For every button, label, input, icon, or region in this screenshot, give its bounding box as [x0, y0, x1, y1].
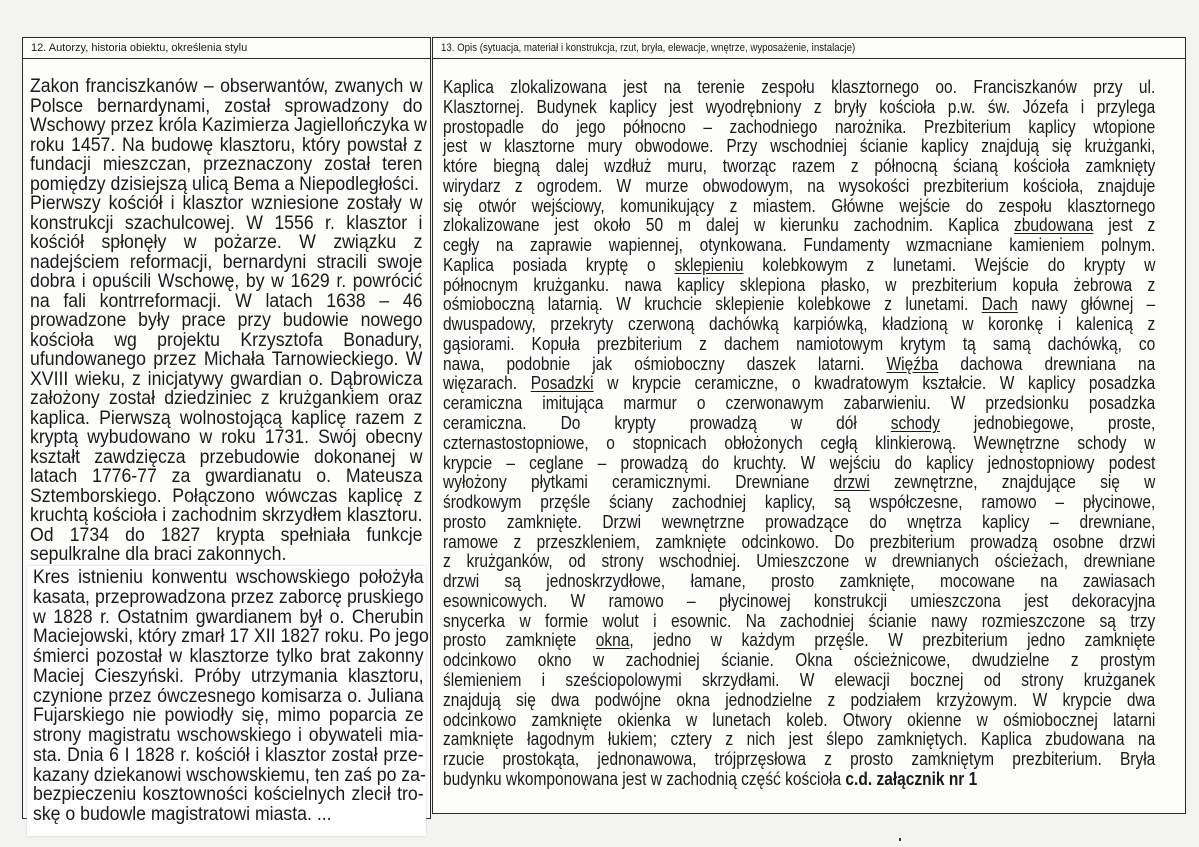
text-line — [443, 334, 1155, 354]
text-line: kazany dziekanowi wschowskiemu, ten zaś po za- — [33, 764, 426, 786]
text-line: Sztemborskiego. Połączono wówczas kaplicę z — [30, 485, 423, 507]
text-line: kształt zawdzięcza przebudowie dokonanej w — [30, 446, 423, 468]
description-text — [443, 77, 1155, 789]
text-segment: ślemieniem i sześciopolowymi skrzydłami. W elewacji bocznej od strony krużganek — [443, 668, 1156, 690]
text-line — [443, 729, 1155, 749]
text-segment: dwuspadowy, przekryty czerwoną dachówką karpiówką, kładzioną w koronkę i kalenicą z — [443, 313, 1156, 335]
text-line: Kres istnieniu konwentu wschowskiego położyła — [33, 567, 424, 588]
text-segment: drzwi są jednoskrzydłowe, łamane, prosto zamknięte, mocowane na zawiasach — [443, 570, 1156, 592]
text-segment: środkowym przęśle ściany zachodniej kaplicy, są współczesne, ramowo – płycinowe, — [443, 491, 1156, 513]
text-segment: ceramiczna. Do krypty prowadzą w dół — [443, 412, 891, 434]
text-line: kościół spłonęły w pożarze. W związku z — [30, 232, 423, 253]
text-line: XVIII wieku, z inicjatywy gwardian o. Dąbrowicza — [30, 368, 423, 390]
text-line: sepulkralne dla braci zakonnych. — [30, 544, 287, 565]
text-line: bezpieczeniu kosztowności kościelnych zlecił tro- — [33, 784, 424, 806]
history-paragraph-2-sheet — [27, 566, 429, 836]
text-segment: budynku wkomponowana jest w zachodnią część kościoła — [443, 767, 846, 789]
text-line — [443, 97, 1155, 117]
underlined-term: Posadzki — [530, 372, 594, 394]
text-segment: prosto zamknięte — [443, 629, 596, 651]
text-segment: prostopadle do jego północno – zachodniego narożnika. Prezbiterium kaplicy wtopione — [443, 115, 1156, 137]
text-line — [443, 690, 1155, 710]
text-line — [443, 136, 1155, 156]
text-segment: wirydarz z ogrodem. W murze obwodowym, na wysokości prezbiterium kościoła, znajduje — [443, 174, 1156, 196]
text-line: Maciejowski, który zmarł 17 XII 1827 roku. Po jego — [33, 626, 429, 648]
text-line — [443, 433, 1155, 453]
text-line: skę o budowle magistratowi miasta. ... — [33, 804, 332, 825]
text-segment: ramowe z przeszkleniem, zamknięte odcinkowo. Do prezbiterium prowadzą osobne drzwi — [443, 530, 1156, 552]
text-line — [443, 769, 1155, 789]
text-segment: jest z — [1093, 214, 1156, 236]
text-line — [443, 749, 1155, 769]
text-segment: w krypcie ceramiczne, o kwadratowym kształcie. W kaplicy posadzka — [593, 372, 1156, 394]
text-line: Fujarskiego nie powiodły się, mimo poparcia ze — [33, 705, 424, 727]
text-line — [443, 650, 1155, 670]
text-line — [443, 255, 1155, 275]
text-segment: nawy głównej – — [1017, 293, 1156, 315]
text-line: strony magistratu wschowskiego i obywateli mia- — [33, 725, 424, 746]
text-line: Zakon franciszkanów – obserwantów, zwanych w — [30, 76, 423, 97]
text-line: śmierci pozostał w klasztorze tylko brat zakonny — [33, 646, 424, 667]
underlined-term: okna — [595, 629, 630, 651]
text-segment: znajdują się dwa podwójne okna jednodzielne z podziałem krzyżowym. W krypcie dwa — [443, 688, 1156, 710]
text-line: sta. Dnia 6 I 1828 r. kościół i klasztor został prze- — [33, 744, 424, 766]
underlined-term: sklepieniu — [674, 253, 744, 275]
text-line: Pierwszy kościół i klasztor wzniesione zostały w — [30, 193, 423, 214]
text-segment: odcinkowo okno w zachodniej ścianie. Okna ościeżnicowe, dwudzielne z prostym — [443, 649, 1156, 671]
text-segment: , jedno w każdym przęśle. W prezbiterium jedno zamknięte — [629, 629, 1156, 651]
text-line — [443, 551, 1155, 571]
text-line: nadejściem reformacji, bernardyni stracili swoje — [30, 251, 423, 273]
text-segment: zewnętrzne, znajdujące się w — [869, 471, 1156, 493]
text-segment: z krużganków, od strony wschodniej. Umieszczone w drewnianych ościeżach, drewniane — [443, 550, 1156, 572]
text-line: kościoła wg projektu Krzysztofa Bonadury, — [30, 329, 423, 351]
text-line — [443, 354, 1155, 374]
text-line: w 1828 r. Ostatnim gwardianem był o. Cherubin — [33, 606, 424, 628]
text-line: fundacji mieszczan, przeznaczony został teren — [30, 154, 423, 175]
text-segment: Kaplica zlokalizowana jest na terenie zespołu klasztornego oo. Franciszkanów przy ul. — [443, 76, 1156, 97]
text-line — [443, 235, 1155, 255]
text-line: kruchtą kościoła i zachodnim skrzydłem klasztoru. — [30, 505, 423, 526]
history-paragraph-1 — [30, 76, 427, 565]
text-segment: dachowa drewniana na — [938, 352, 1156, 374]
text-line: kryptą wybudowano w roku 1731. Swój obecny — [30, 427, 423, 448]
text-line — [443, 373, 1155, 393]
section-13-header — [433, 38, 1185, 59]
text-line — [443, 314, 1155, 334]
text-line — [443, 117, 1155, 137]
text-segment: gąsiorami. Kopuła prezbiterium z dachem namiotowym krytym tą samą dachówką, co — [443, 332, 1156, 354]
text-line — [443, 710, 1155, 730]
text-line: Od 1734 do 1827 krypta spełniała funkcje — [30, 524, 423, 546]
text-line — [443, 77, 1155, 97]
text-line: konstrukcji szachulcowej. W 1556 r. klasztor i — [30, 212, 423, 234]
text-line — [443, 512, 1155, 532]
section-13-header-text: 13. Opis (sytuacja, materiał i konstrukcja, rzut, bryła, elewacje, wnętrze, wyposażenie, instalacje) — [441, 42, 856, 54]
text-line — [443, 591, 1155, 611]
text-segment: krypcie – ceglane – prowadzą do kruchty. W wejściu do kaplicy jednostopniowy podest — [443, 451, 1156, 473]
text-segment: Klasztornej. Budynek kaplicy jest wyodrębniony z bryły kościoła p.w. św. Józefa i przylega — [443, 95, 1156, 117]
text-line: dobra i opuścili Wschowę, by w 1629 r. powrócić — [30, 271, 423, 292]
text-line: kasata, przeprowadzona przez zaborcę pruskiego — [33, 586, 424, 608]
text-line: latach 1776-77 za gwardianatu o. Mateusza — [30, 466, 423, 487]
text-segment: zamknięte łagodnym łukiem; cztery z nich jest ślepo zamkniętych. Kaplica zbudowana na — [443, 728, 1156, 750]
scan-speck — [899, 838, 901, 841]
text-line: pomiędzy dzisiejszą ulicą Bema a Niepodległości. — [30, 173, 419, 195]
text-segment: jest w klasztorne mury obwodowe. Przy wschodniej ścianie kaplicy znajdują się krużganki, — [443, 135, 1156, 157]
text-line — [443, 294, 1155, 314]
text-line — [443, 630, 1155, 650]
underlined-term: schody — [890, 412, 940, 434]
text-line — [443, 670, 1155, 690]
text-segment: odcinkowo zamknięte okienka w lunetach koleb. Otwory okienne w ośmiobocznej latarni — [443, 708, 1156, 730]
text-segment: esownicowych. W ramowo – płycinowej konstrukcji umieszczona jest dekoracyjna — [443, 589, 1156, 611]
underlined-term: Więźba — [886, 352, 939, 374]
section-12-header: 12. Autorzy, historia obiektu, określenia stylu — [23, 38, 430, 59]
text-segment: które biegną dalej wzdłuż muru, tworząc razem z północną ścianą kościoła zamknięty — [443, 155, 1156, 177]
text-segment: rzucie prostokąta, jednonawowa, trójprzęsłowa z prosto zamkniętym prezbiterium. Bryła — [443, 748, 1156, 770]
text-segment: się otwór wejściowy, komunikujący z miastem. Główne wejście do zespołu klasztornego — [443, 194, 1156, 216]
text-line: roku 1457. Na budowę klasztoru, który powstał z — [30, 134, 423, 156]
text-segment: zlokalizowane jest około 50 m dalej w kierunku zachodnim. Kaplica — [443, 214, 1015, 236]
text-segment: jednobiegowe, proste, — [939, 412, 1156, 434]
text-line: Polsce bernardynami, został sprowadzony do — [30, 95, 423, 117]
text-line — [443, 156, 1155, 176]
text-segment: prosto zamknięte. Drzwi wewnętrzne prowadzące do wnętrza kaplicy – drewniane, — [443, 510, 1156, 532]
text-line — [443, 393, 1155, 413]
text-line: Maciej Cieszyński. Próby utrzymania klasztoru, — [33, 665, 424, 687]
text-segment: snycerka w formie wolut i esownic. Na zachodniej ścianie nawy rozmieszczone są trzy — [443, 609, 1156, 631]
text-line — [443, 413, 1155, 433]
text-line — [443, 215, 1155, 235]
text-line: czynione przez ówczesnego komisarza o. Juliana — [33, 685, 424, 707]
text-line: ufundowanego przez Michała Tarnowieckiego. W — [30, 349, 423, 370]
text-line — [443, 472, 1155, 492]
text-line: Wschowy przez króla Kazimierza Jagiellończyka w — [30, 115, 427, 136]
text-line — [443, 571, 1155, 591]
text-segment: kolebkowym z lunetami. Wejście do krypty w — [743, 253, 1156, 275]
text-segment: cegły na zaprawie wapiennej, otynkowana. Fundamenty wzmacniane kamieniem polnym. — [443, 234, 1156, 256]
text-line — [443, 611, 1155, 631]
text-line: kaplica. Pierwszą wolnostojącą kaplicę razem z — [30, 407, 423, 429]
text-segment: Kaplica posiada kryptę o — [443, 253, 675, 275]
text-line — [443, 453, 1155, 473]
text-line — [443, 196, 1155, 216]
underlined-term: drzwi — [833, 471, 870, 493]
text-line: założony został dziedziniec z krużgankiem oraz — [30, 388, 423, 409]
text-line: prowadzone były prace przy budowie nowego — [30, 310, 423, 331]
text-segment: czternastostopniowe, o stopnicach obłożonych cegłą klinkierową. Wewnętrzne schody w — [443, 431, 1156, 453]
underlined-term: Dach — [981, 293, 1018, 315]
text-line — [443, 492, 1155, 512]
text-segment: więzarach. — [443, 372, 531, 394]
text-segment: północnym krużganku. nawa kaplicy sklepiona płasko, w prezbiterium kopuła żebrowa z — [443, 273, 1156, 295]
text-line — [443, 275, 1155, 295]
history-paragraph-2 — [33, 567, 429, 825]
underlined-term: zbudowana — [1014, 214, 1094, 236]
text-line — [443, 532, 1155, 552]
attachment-reference: c.d. załącznik nr 1 — [845, 767, 978, 789]
text-line: na fali kontrreformacji. W latach 1638 – 46 — [30, 290, 423, 312]
text-segment: nawa, podobnie jak ośmioboczny daszek latarni. — [443, 352, 887, 374]
text-line — [443, 176, 1155, 196]
text-segment: ośmioboczną latarnią. W kruchcie sklepienie kolebkowe z lunetami. — [443, 293, 982, 315]
text-segment: ceramiczna imitująca marmur o czerwonawym zabarwieniu. W przedsionku posadzka — [443, 392, 1156, 414]
text-segment: wyłożony płytkami ceramicznymi. Drewniane — [443, 471, 834, 493]
